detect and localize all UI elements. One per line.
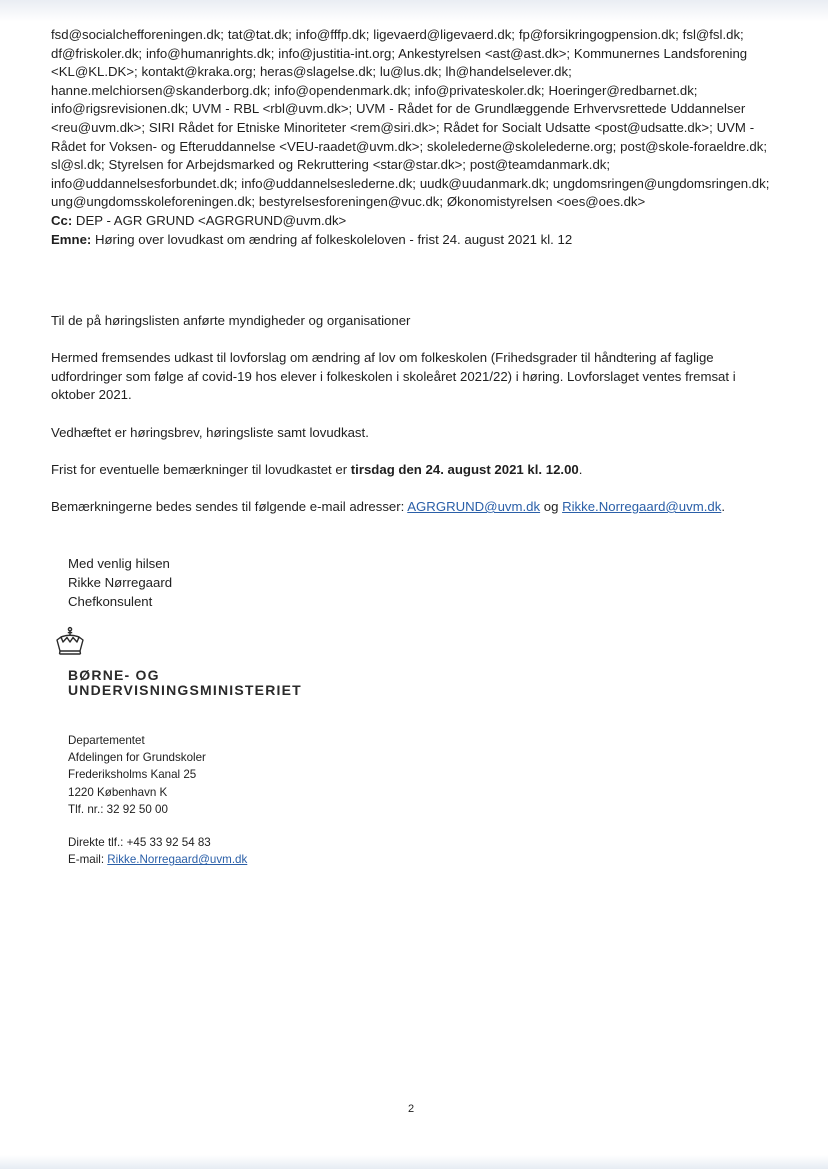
cc-line [51,212,781,231]
crown-icon [53,626,87,660]
contact-direct-phone: Direkte tlf.: +45 33 92 54 83 [68,836,211,849]
contact-block [68,834,247,868]
signature-greeting: Med venlig hilsen [68,556,170,571]
ministry-line-1: BØRNE- OG [68,667,160,683]
address-division: Afdelingen for Grundskoler [68,751,206,765]
recipient-list: fsd@socialchefforeningen.dk; tat@tat.dk; info@fffp.dk; ligevaerd@ligevaerd.dk; fp@forsikringogpension.dk; fsl@fsl.dk; df@friskoler.dk; info@humanrights.dk; info@justitia-int.org; Ankestyrelsen <ast@ast.dk>; Kommunernes Landsforening <KL@KL.DK>; kontakt@kraka.org; heras@slagelse.dk; lu@lus.dk; lh@handelselever.dk; hanne.melchiorsen@skanderborg.dk; info@opendenmark.dk; info@privateskoler.dk; Hoeringer@redbarnet.dk; info@rigsrevisionen.dk; UVM - RBL <rbl@uvm.dk>; UVM - Rådet for de Grundlæggende Erhvervsrettede Uddannelser <reu@uvm.dk>; SIRI Rådet for Etniske Minoriteter <rem@siri.dk>; Rådet for Socialt Udsatte <post@udsatte.dk>; UVM - Rådet for Voksen- og Efteruddannelse <VEU-raadet@uvm.dk>; skolelederne@skolelederne.org; post@skole-foraeldre.dk; sl@sl.dk; Styrelsen for Arbejdsmarked og Rekruttering <star@star.dk>; post@teamdanmark.dk; info@uddannelsesforbundet.dk; info@uddannelseslederne.dk; uudk@uudanmark.dk; ungdomsringen@ungdomsringen.dk; ung@ungdomsskoleforeningen.dk; bestyrelsesforeningen@vuc.dk; Økonomistyrelsen <oes@oes.dk> [51,27,770,210]
signature-title: Chefkonsulent [68,594,153,609]
deadline-suffix: . [578,462,583,477]
signature-name: Rikke Nørregaard [68,575,173,590]
deadline-paragraph [51,461,781,480]
deadline-prefix: Frist for eventuelle bemærkninger til lovudkastet er [51,462,351,477]
intro-paragraph: Hermed fremsendes udkast til lovforslag om ændring af lov om folkeskolen (Frihedsgrader til håndtering af faglige udfordringer som følge af covid-19 hos elever i folkeskolen i skoleåret 2021/22) i høring. Lovforslaget ventes fremsat i oktober 2021. [51,350,736,403]
deadline-date: tirsdag den 24. august 2021 kl. 12.00 [350,462,579,477]
address-department: Departementet [68,734,145,747]
cc-value: DEP - AGR GRUND <AGRGRUND@uvm.dk> [72,212,347,228]
ministry-name [68,668,302,698]
ministry-line-2: UNDERVISNINGSMINISTERIET [68,682,302,698]
page-number: 2 [408,1103,415,1115]
agrgrund-email-link[interactable]: AGRGRUND@uvm.dk [407,499,541,514]
email-header [51,26,781,249]
signature-block [68,554,172,611]
subject-label: Emne: [51,231,92,247]
address-street: Frederiksholms Kanal 25 [68,768,197,782]
send-to-paragraph [51,498,781,517]
attachments-paragraph: Vedhæftet er høringsbrev, høringsliste samt lovudkast. [51,425,369,440]
address-city: 1220 København K [68,785,168,799]
scan-edge-top [0,0,828,22]
cc-label: Cc: [51,212,73,228]
salutation: Til de på høringslisten anførte myndigheder og organisationer [51,313,411,328]
contact-email-link[interactable]: Rikke.Norregaard@uvm.dk [107,853,248,867]
contact-email-line [68,851,247,868]
send-middle: og [540,499,563,514]
scan-edge-bottom [0,1155,828,1169]
subject-line [51,231,781,250]
send-suffix: . [721,499,725,514]
address-phone: Tlf. nr.: 32 92 50 00 [68,802,168,816]
send-prefix: Bemærkningerne bedes sendes til følgende e-mail adresser: [51,499,408,514]
rikke-email-link[interactable]: Rikke.Norregaard@uvm.dk [562,499,722,514]
subject-value: Høring over lovudkast om ændring af folkeskoleloven - frist 24. august 2021 kl. 12 [91,231,573,247]
address-block [68,732,206,818]
contact-email-label: E-mail: [68,853,108,867]
